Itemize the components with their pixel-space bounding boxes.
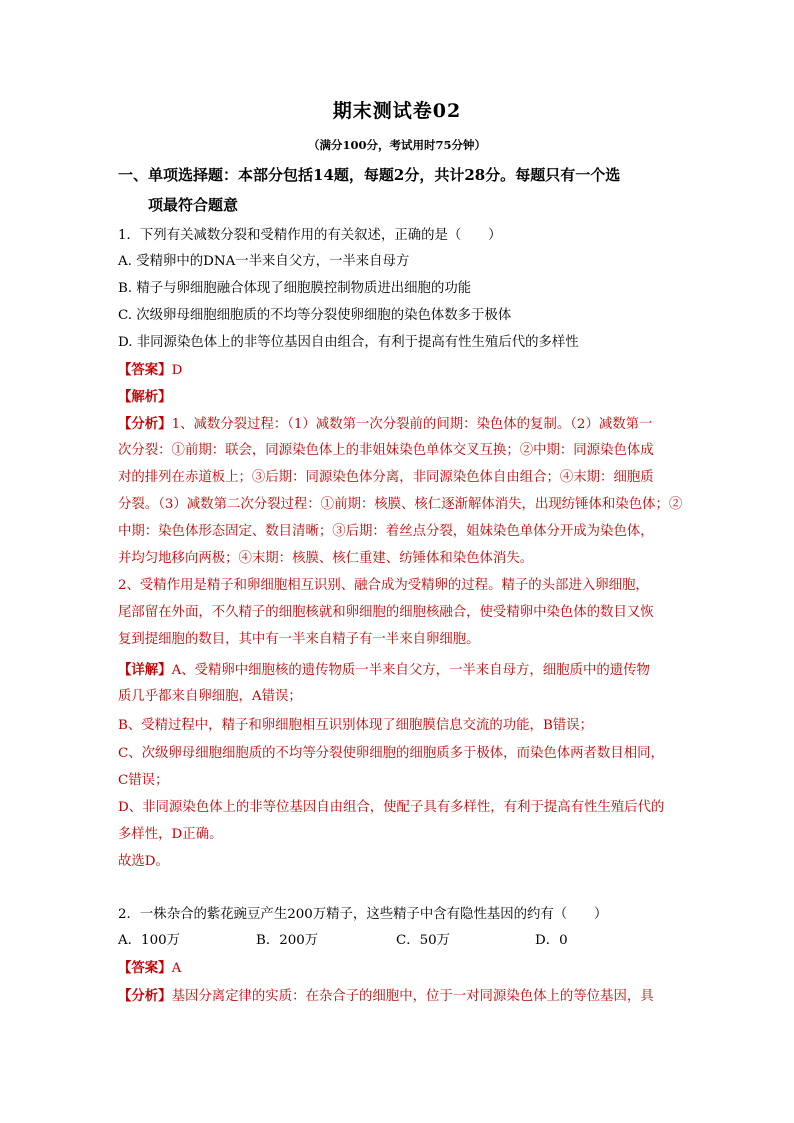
xiangjie-line-1	[118, 660, 688, 681]
answer-value-2: A	[171, 961, 182, 976]
fenxi-line-3: 对的排列在赤道板上；③后期：同源染色体分离，非同源染色体自由组合；④末期：细胞质	[118, 470, 654, 485]
question-1-stem: 1．下列有关减数分裂和受精作用的有关叙述，正确的是（ ）	[118, 228, 502, 243]
xiangjie-line-5: C错误；	[118, 773, 169, 788]
fenxi-line-4: 分裂。（3）减数第二次分裂过程：①前期：核膜、核仁逐渐解体消失，出现纺锤体和染色体；②	[118, 497, 683, 512]
xiangjie-line-4: C、次级卵母细胞细胞质的不均等分裂使卵细胞的细胞质多于极体，而染色体两者数目相同，	[118, 746, 664, 761]
question-1-option-b: B. 精子与卵细胞融合体现了细胞膜控制物质进出细胞的功能	[118, 281, 472, 296]
section-heading	[118, 160, 688, 220]
fenxi-text-2: 基因分离定律的实质：在杂合子的细胞中，位于一对同源染色体上的等位基因，具	[171, 989, 654, 1004]
fenxi-line-1	[118, 414, 688, 435]
question-1-option-a: A. 受精卵中的DNA一半来自父方，一半来自母方	[118, 254, 410, 269]
question-1-analysis-heading	[118, 387, 688, 408]
xiangjie-line-2: 质几乎都来自卵细胞，A错误；	[118, 689, 302, 704]
fenxi-text-1: 1、减数分裂过程：（1）减数第一次分裂前的间期：染色体的复制。（2）减数第一	[171, 417, 653, 432]
fenxi-line-2: 次分裂：①前期：联会，同源染色体上的非姐妹染色单体交叉互换；②中期：同源染色体成	[118, 443, 654, 458]
question-1-option-c: C. 次级卵母细胞细胞质的不均等分裂使卵细胞的染色体数多于极体	[118, 308, 512, 323]
fenxi-line-8: 尾部留在外面，不久精子的细胞核就和卵细胞的细胞核融合，使受精卵中染色体的数目又恢	[118, 605, 654, 620]
fenxi-line-9: 复到提细胞的数目，其中有一半来自精子有一半来自卵细胞。	[118, 632, 480, 647]
xiangjie-line-8: 故选D。	[118, 854, 169, 869]
answer-tag-2: 【答案】	[118, 960, 172, 976]
analysis-tag: 【解析】	[118, 389, 172, 405]
question-2-option-d: D．0	[535, 933, 568, 948]
question-2-answer	[118, 958, 688, 979]
question-2-fenxi	[118, 986, 688, 1007]
question-2-option-b: B．200万	[256, 933, 319, 948]
xiangjie-line-7: 多样性，D正确。	[118, 827, 223, 842]
section-heading-line2: 项最符合题意	[148, 196, 239, 214]
question-2-stem: 2．一株杂合的紫花豌豆产生200万精子，这些精子中含有隐性基因的约有（ ）	[118, 907, 608, 922]
xiangjie-line-3: B、受精过程中，精子和卵细胞相互识别体现了细胞膜信息交流的功能，B错误；	[118, 718, 593, 733]
answer-tag: 【答案】	[118, 362, 172, 378]
question-2-option-a: A．100万	[118, 933, 181, 948]
xiangjie-tag: 【详解】	[118, 662, 172, 678]
fenxi-line-5: 中期：染色体形态固定、数目清晰；③后期：着丝点分裂，姐妹染色单体分开成为染色体，	[118, 524, 654, 539]
question-1-option-d: D. 非同源染色体上的非等位基因自由组合，有利于提高有性生殖后代的多样性	[118, 335, 579, 350]
xiangjie-line-6: D、非同源染色体上的非等位基因自由组合，使配子具有多样性，有利于提高有性生殖后代的	[118, 800, 665, 815]
fenxi-line-6: 并均匀地移向两极；④末期：核膜、核仁重建、纺锤体和染色体消失。	[118, 551, 534, 566]
fenxi-tag-2: 【分析】	[118, 988, 172, 1004]
xiangjie-text-1: A、受精卵中细胞核的遗传物质一半来自父方，一半来自母方，细胞质中的遗传物	[171, 663, 650, 678]
question-2-option-c: C．50万	[396, 933, 451, 948]
section-heading-line1: 一、单项选择题：本部分包括14题，每题2分，共计28分。每题只有一个选	[118, 166, 621, 184]
question-1-answer	[118, 360, 688, 381]
fenxi-line-7: 2、受精作用是精子和卵细胞相互识别、融合成为受精卵的过程。精子的头部进入卵细胞，	[118, 578, 649, 593]
fenxi-tag: 【分析】	[118, 416, 172, 432]
answer-value: D	[171, 363, 183, 378]
page-title: 期末测试卷02	[332, 100, 462, 122]
page-subtitle: （满分100分，考试用时75分钟）	[307, 138, 486, 152]
